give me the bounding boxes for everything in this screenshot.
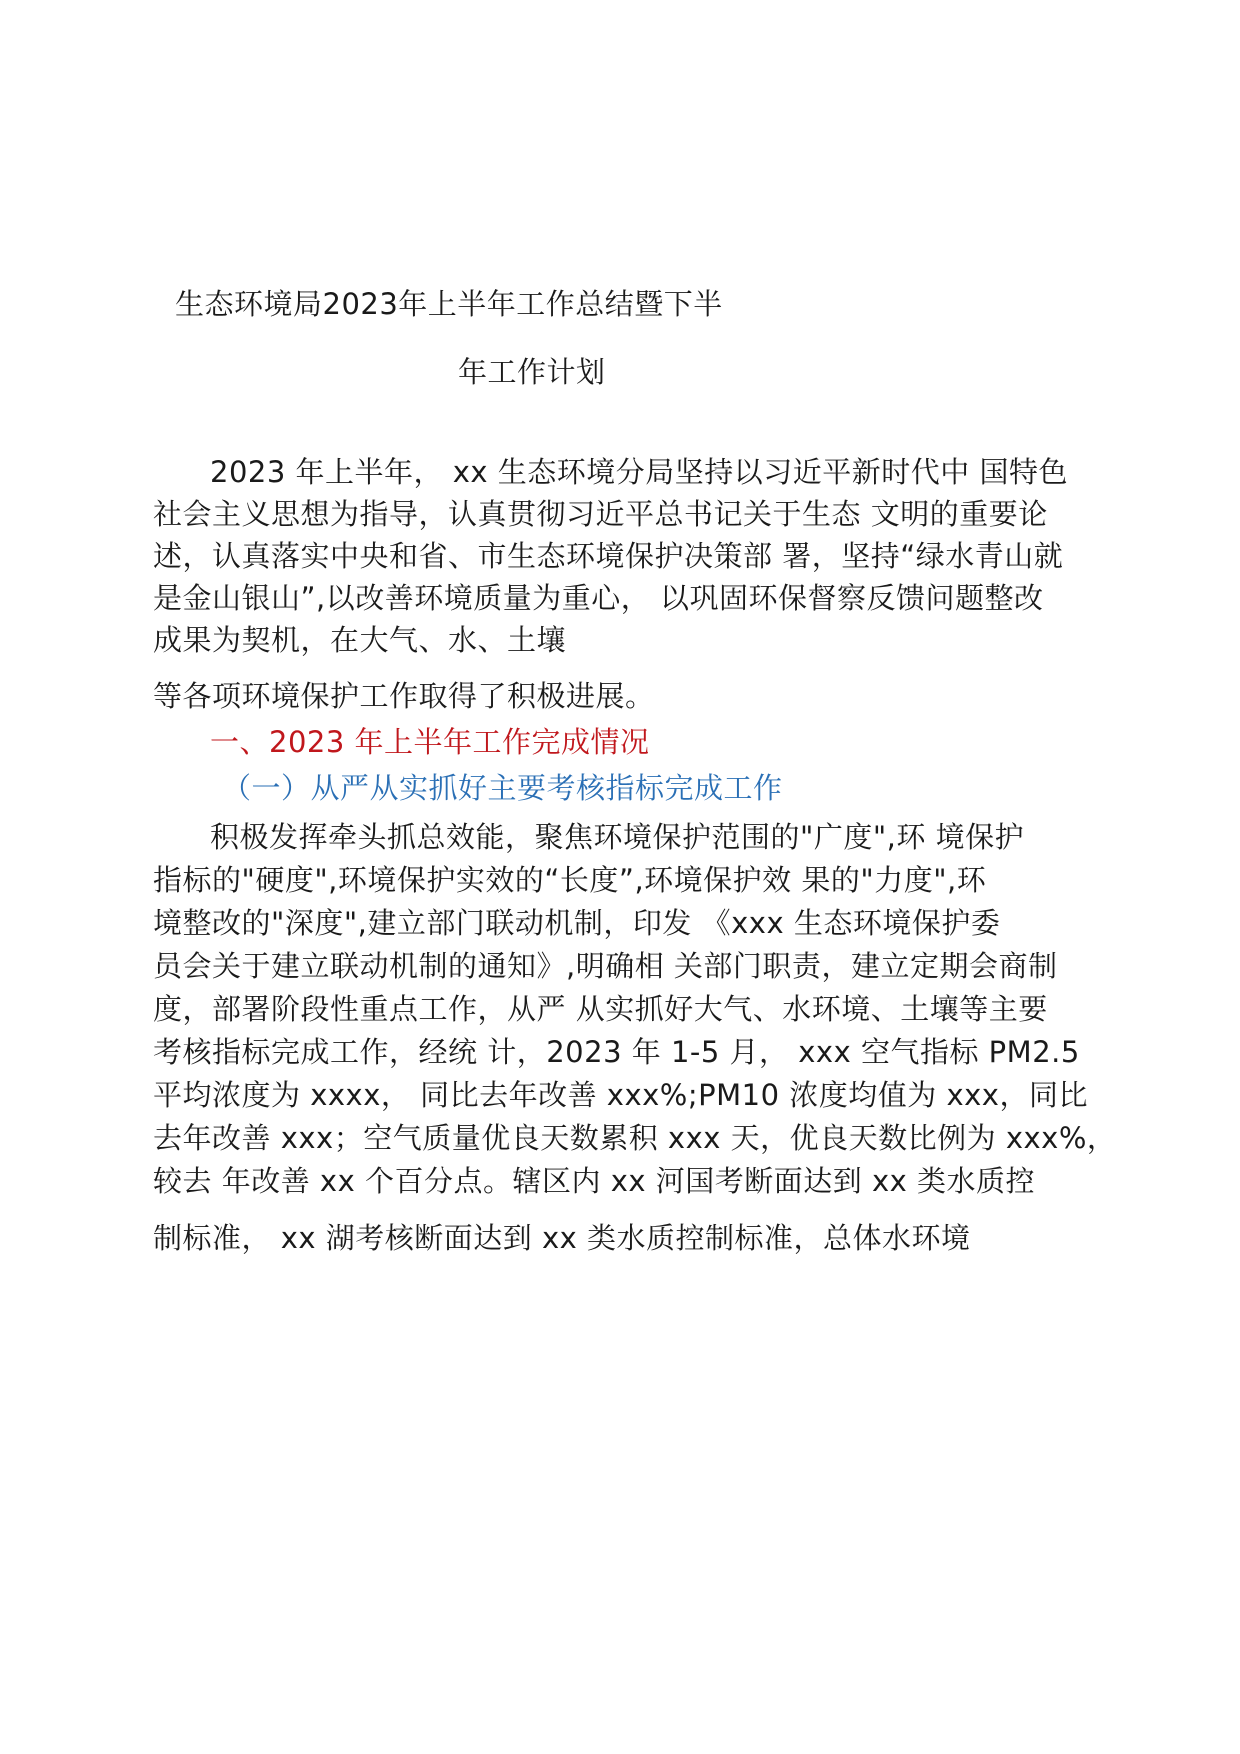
- body-line-7: 平均浓度为 xxxx， 同比去年改善 xxx%;PM10 浓度均值为 xxx，同比: [153, 1078, 1088, 1112]
- body-line-2: 指标的"硬度",环境保护实效的“长度”,环境保护效 果的"力度",环: [153, 863, 987, 897]
- body-line-5: 度，部署阶段性重点工作，从严 从实抓好大气、水环境、土壤等主要: [153, 992, 1048, 1026]
- body-line-4: 员会关于建立联动机制的通知》,明确相 关部门职责，建立定期会商制: [153, 949, 1058, 983]
- body-line-9: 较去 年改善 xx 个百分点。辖区内 xx 河国考断面达到 xx 类水质控: [153, 1164, 1036, 1198]
- intro-line-5: 成果为契机，在大气、水、土壤: [153, 623, 567, 657]
- body-line-3: 境整改的"深度",建立部门联动机制，印发 《xxx 生态环境保护委: [153, 906, 1001, 940]
- intro-line-2: 社会主义思想为指导，认真贯彻习近平总书记关于生态 文明的重要论: [153, 497, 1048, 531]
- intro-line-4: 是金山银山”,以改善环境质量为重心， 以巩固环保督察反馈问题整改: [153, 581, 1044, 615]
- body-line-8: 去年改善 xxx；空气质量优良天数累积 xxx 天，优良天数比例为 xxx%，: [153, 1121, 1117, 1155]
- document-title-line-1: 生态环境局2023年上半年工作总结暨下半: [175, 287, 723, 321]
- subsection-heading-1: （一）从严从实抓好主要考核指标完成工作: [222, 771, 783, 805]
- intro-line-3: 述，认真落实中央和省、市生态环境保护决策部 署，坚持“绿水青山就: [153, 539, 1064, 573]
- body-line-6: 考核指标完成工作，经统 计，2023 年 1-5 月， xxx 空气指标 PM2.5: [153, 1035, 1080, 1069]
- intro-line-1: 2023 年上半年， xx 生态环境分局坚持以习近平新时代中 国特色: [210, 455, 1069, 489]
- body-line-1: 积极发挥牵头抓总效能，聚焦环境保护范围的"广度",环 境保护: [210, 820, 1025, 854]
- intro-line-6: 等各项环境保护工作取得了积极进展。: [153, 679, 655, 713]
- section-heading-1: 一、2023 年上半年工作完成情况: [210, 725, 650, 759]
- document-title-line-2: 年工作计划: [458, 355, 606, 389]
- body-line-10: 制标准， xx 湖考核断面达到 xx 类水质控制标准，总体水环境: [153, 1221, 971, 1255]
